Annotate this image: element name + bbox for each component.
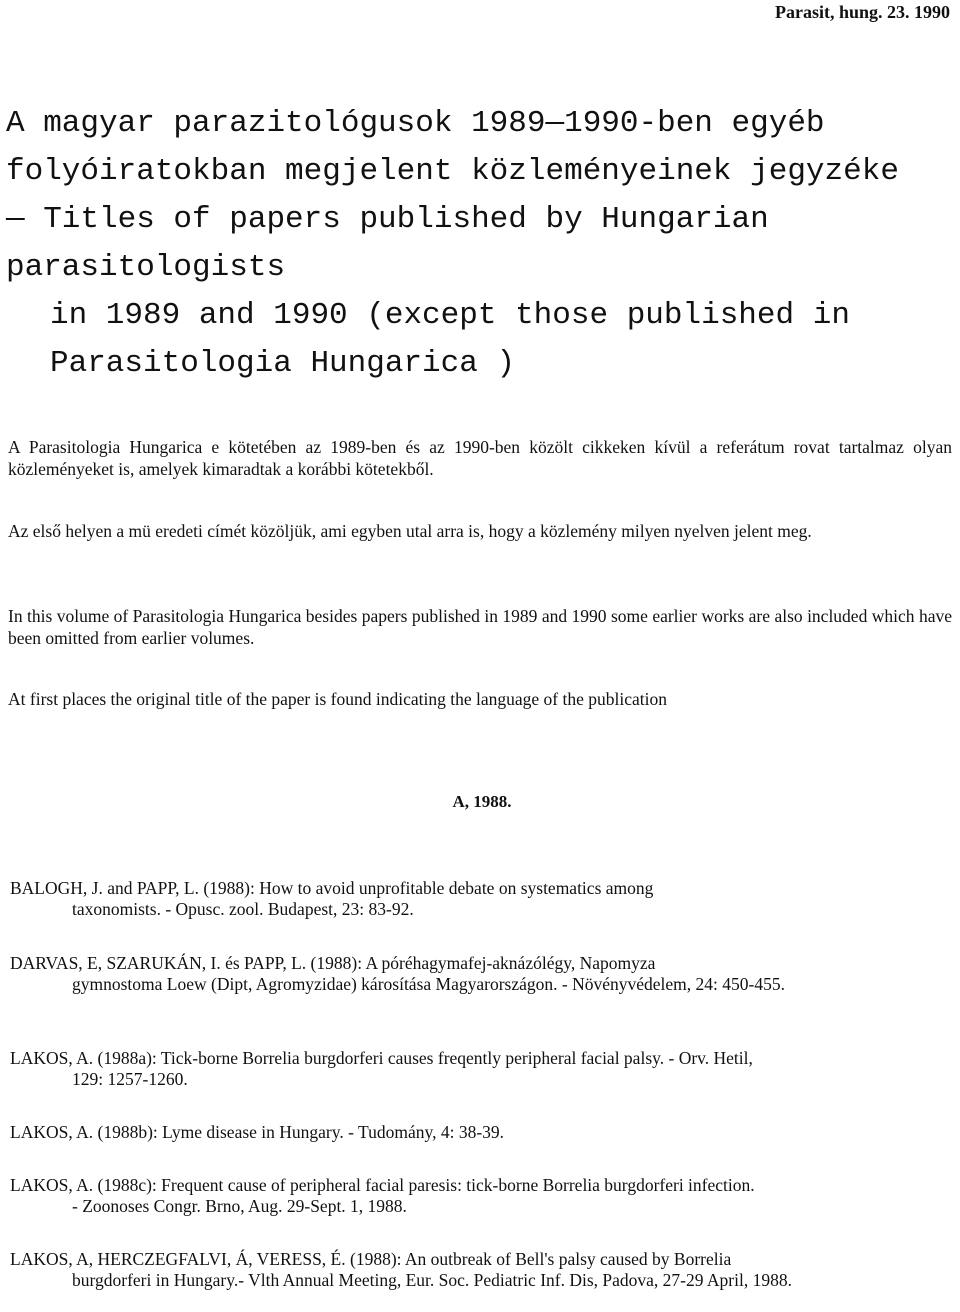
section-heading: A, 1988. — [452, 792, 512, 811]
reference-first-line: BALOGH, J. and PAPP, L. (1988): How to avoid unprofitable debate on systematics among — [10, 878, 654, 898]
reference-entry — [10, 1249, 954, 1291]
reference-entry — [10, 1048, 954, 1090]
intro-paragraph-hu-2: Az első helyen a mü eredeti címét közöljük, ami egyben utal arra is, hogy a közlemény milyen nyelven jelent meg. — [8, 521, 812, 541]
intro-paragraph-en-1: In this volume of Parasitologia Hungarica besides papers published in 1989 and 1990 some earlier works are also included which have been omitted from earlier volumes. — [8, 606, 952, 648]
reference-entry — [10, 1122, 954, 1143]
reference-first-line: LAKOS, A. (1988c): Frequent cause of peripheral facial paresis: tick-borne Borrelia burgdorferi infection. — [10, 1175, 755, 1195]
reference-continuation: gymnostoma Loew (Dipt, Agromyzidae) károsítása Magyarországon. - Növényvédelem, 24: 450-455. — [72, 974, 785, 994]
journal-citation: Parasit, hung. 23. 1990 — [774, 2, 950, 22]
reference-first-line: DARVAS, E, SZARUKÁN, I. és PAPP, L. (1988): A póréhagymafej-aknázólégy, Napomyza — [10, 953, 656, 973]
title-english-line1: — Titles of papers published by Hungarian parasitologists — [6, 202, 769, 285]
reference-entry — [10, 953, 954, 995]
title-hungarian-line2: folyóiratokban megjelent közleményeinek jegyzéke — [6, 154, 899, 189]
reference-continuation: - Zoonoses Congr. Brno, Aug. 29-Sept. 1, 1988. — [72, 1196, 407, 1216]
reference-first-line: LAKOS, A. (1988a): Tick-borne Borrelia burgdorferi causes freqently peripheral facial palsy. - Orv. Hetil, — [10, 1048, 753, 1068]
reference-first-line: LAKOS, A. (1988b): Lyme disease in Hungary. - Tudomány, 4: 38-39. — [10, 1122, 505, 1142]
intro-paragraph-hu-1: A Parasitologia Hungarica e kötetében az 1989-ben és az 1990-ben közölt cikkeken kívül a referátum rovat tartalmaz olyan közleményeket is, amelyek kimaradtak a korábbi kötetekből. — [8, 437, 952, 479]
reference-continuation: burgdorferi in Hungary.- Vlth Annual Meeting, Eur. Soc. Pediatric Inf. Dis, Padova, 27-29 April, 1988. — [72, 1270, 792, 1290]
reference-first-line: LAKOS, A, HERCZEGFALVI, Á, VERESS, É. (1988): An outbreak of Bell's palsy caused by Borrelia — [10, 1249, 732, 1269]
reference-entry — [10, 878, 954, 920]
title-english-line3: Parasitologia Hungarica ) — [50, 346, 516, 381]
page-title — [6, 100, 946, 388]
reference-entry — [10, 1175, 954, 1217]
reference-continuation: taxonomists. - Opusc. zool. Budapest, 23: 83-92. — [72, 899, 414, 919]
title-hungarian-line1: A magyar parazitológusok 1989—1990-ben egyéb — [6, 106, 825, 141]
intro-paragraph-en-2: At first places the original title of the paper is found indicating the language of the publication — [8, 689, 667, 709]
title-english-line2: in 1989 and 1990 (except those published in — [50, 298, 850, 333]
reference-continuation: 129: 1257-1260. — [72, 1069, 188, 1089]
